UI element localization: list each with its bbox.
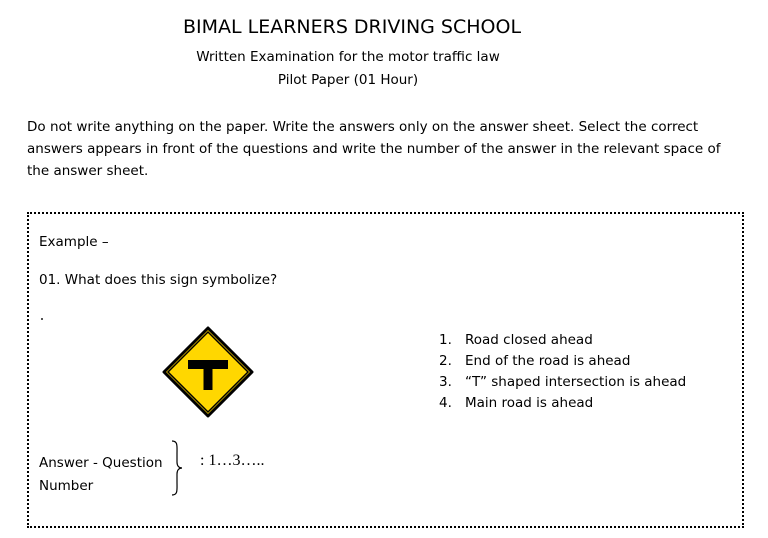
answer-label-line2: Number <box>39 478 94 494</box>
page-title: BIMAL LEARNERS DRIVING SCHOOL <box>182 16 522 38</box>
list-item <box>439 330 686 351</box>
answer-label-line1: Answer - Question <box>39 455 163 471</box>
example-box <box>27 212 744 528</box>
sign-t-stem <box>204 360 213 390</box>
option-number: 3. <box>439 374 452 390</box>
exam-subtitle: Written Examination for the motor traffic law <box>196 49 500 65</box>
example-answer-value: : 1…3….. <box>200 452 265 469</box>
option-text: Main road is ahead <box>465 395 594 411</box>
paper-duration: Pilot Paper (01 Hour) <box>277 72 419 88</box>
list-item <box>439 372 686 393</box>
curly-brace-icon <box>170 440 184 496</box>
option-text: Road closed ahead <box>465 332 593 348</box>
instructions-text: Do not write anything on the paper. Write the answers only on the answer sheet. Select the correct answers appears in front of the questions and write the number of the answer in the relevant space of the answer sheet. <box>27 119 721 179</box>
answer-options <box>439 330 686 414</box>
example-question: 01. What does this sign symbolize? <box>39 272 278 288</box>
option-text: End of the road is ahead <box>465 353 631 369</box>
answer-label <box>39 452 169 498</box>
t-intersection-sign-icon <box>162 326 254 418</box>
option-text: “T” shaped intersection is ahead <box>465 374 687 390</box>
example-label: Example – <box>39 234 109 250</box>
list-item <box>439 351 686 372</box>
stray-dot <box>41 318 43 320</box>
list-item <box>439 393 686 414</box>
option-number: 1. <box>439 332 452 348</box>
option-number: 4. <box>439 395 452 411</box>
option-number: 2. <box>439 353 452 369</box>
